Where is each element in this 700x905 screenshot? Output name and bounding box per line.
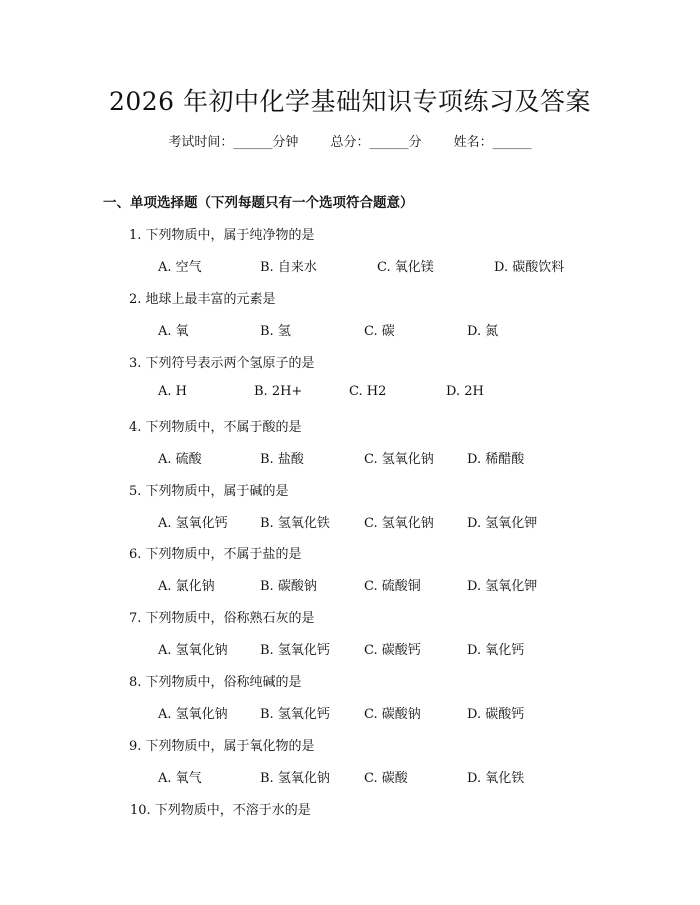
option-a: A. 氢氧化钠 — [158, 643, 228, 658]
option-c: C. 硫酸铜 — [364, 579, 421, 594]
option-b: B. 氢氧化钠 — [260, 771, 330, 786]
option-a: A. 氧气 — [158, 771, 202, 786]
option-d: D. 碳酸钙 — [467, 707, 525, 722]
question-stem: 3. 下列符号表示两个氢原子的是 — [129, 356, 315, 371]
option-d: D. 氧化钙 — [467, 643, 525, 658]
exam-time: 考试时间：______分钟 — [168, 135, 299, 150]
option-a: A. 硫酸 — [158, 452, 202, 467]
option-c: C. 碳酸 — [364, 771, 408, 786]
question-stem: 8. 下列物质中，俗称纯碱的是 — [129, 675, 302, 690]
option-b: B. 盐酸 — [260, 452, 304, 467]
question-stem: 9. 下列物质中，属于氧化物的是 — [129, 739, 315, 754]
option-d: D. 氧化铁 — [467, 771, 525, 786]
option-a: A. 氢氧化钙 — [158, 516, 228, 531]
option-a: A. H — [158, 384, 187, 399]
option-c: C. 碳 — [364, 324, 395, 339]
section-heading: 一、单项选择题（下列每题只有一个选项符合题意） — [103, 195, 414, 211]
question-stem: 7. 下列物质中，俗称熟石灰的是 — [129, 611, 315, 626]
page-title: 2026 年初中化学基础知识专项练习及答案 — [108, 87, 592, 116]
option-b: B. 2H+ — [254, 384, 303, 399]
question-stem: 4. 下列物质中，不属于酸的是 — [129, 420, 302, 435]
option-b: B. 氢氧化铁 — [260, 516, 330, 531]
option-c: C. 氢氧化钠 — [364, 452, 434, 467]
option-d: D. 碳酸饮料 — [494, 260, 565, 275]
option-d: D. 氢氧化钾 — [467, 516, 538, 531]
option-b: B. 氢氧化钙 — [260, 707, 330, 722]
option-d: D. 2H — [446, 384, 484, 399]
option-a: A. 氧 — [158, 324, 189, 339]
option-c: C. 碳酸钠 — [364, 707, 421, 722]
option-c: C. 碳酸钙 — [364, 643, 421, 658]
option-c: C. 氢氧化钠 — [364, 516, 434, 531]
question-stem: 6. 下列物质中，不属于盐的是 — [129, 547, 302, 562]
option-d: D. 氢氧化钾 — [467, 579, 538, 594]
option-b: B. 氢 — [260, 324, 291, 339]
option-a: A. 氢氧化钠 — [158, 707, 228, 722]
option-b: B. 氢氧化钙 — [260, 643, 330, 658]
student-name: 姓名：______ — [453, 135, 532, 150]
question-stem: 2. 地球上最丰富的元素是 — [129, 292, 276, 307]
option-a: A. 氯化钠 — [158, 579, 215, 594]
option-a: A. 空气 — [158, 260, 202, 275]
question-stem: 10. 下列物质中，不溶于水的是 — [130, 803, 311, 818]
option-b: B. 碳酸钠 — [260, 579, 317, 594]
question-stem: 5. 下列物质中，属于碱的是 — [129, 484, 289, 499]
exam-score: 总分：______分 — [330, 135, 422, 150]
question-stem: 1. 下列物质中，属于纯净物的是 — [129, 228, 315, 243]
option-b: B. 自来水 — [260, 260, 317, 275]
option-d: D. 稀醋酸 — [467, 452, 525, 467]
option-c: C. H2 — [349, 384, 387, 399]
exam-meta — [0, 131, 700, 150]
option-c: C. 氧化镁 — [377, 260, 434, 275]
option-d: D. 氮 — [467, 324, 499, 339]
